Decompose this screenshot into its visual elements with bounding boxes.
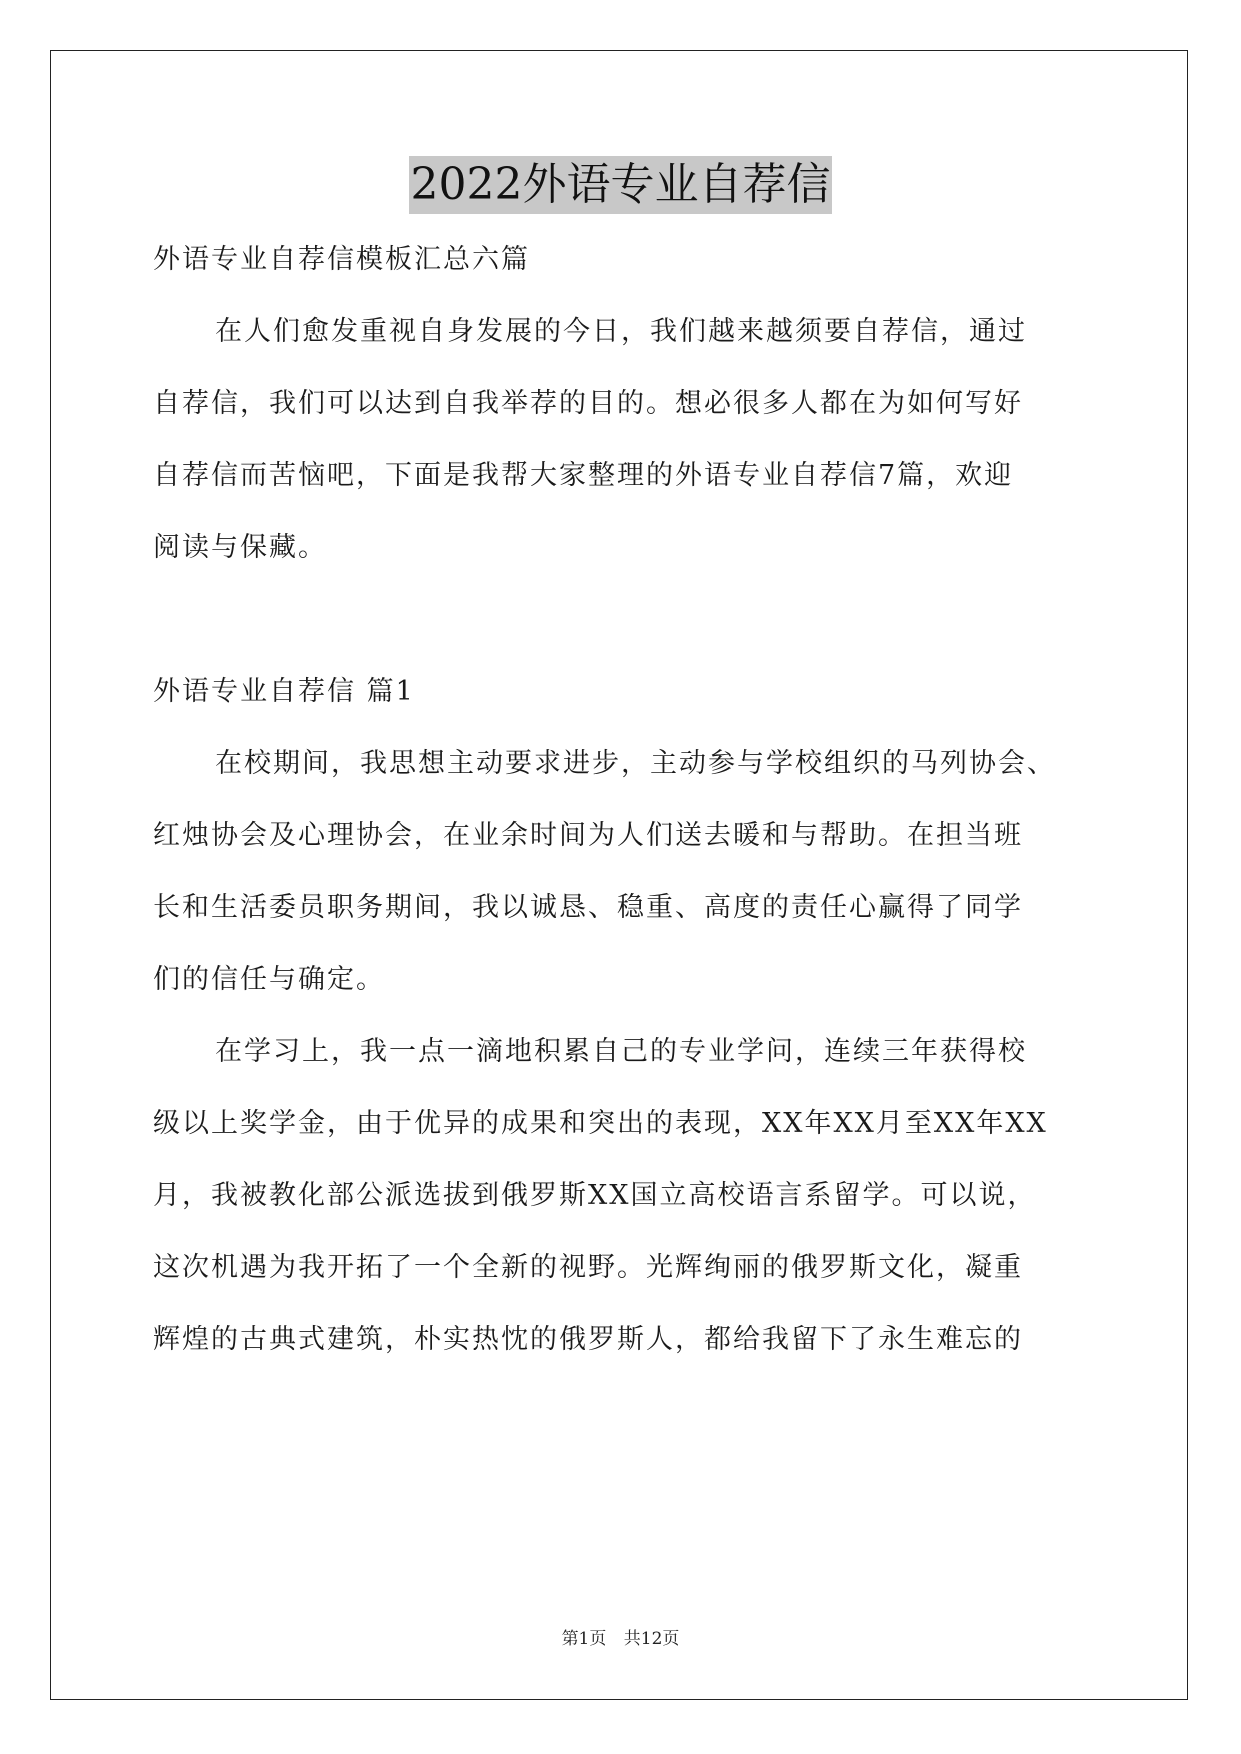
para1-line-3: 长和生活委员职务期间，我以诚恳、稳重、高度的责任心赢得了同学	[153, 892, 1023, 923]
para1-line-4: 们的信任与确定。	[153, 964, 385, 995]
para1-line-1: 在校期间，我思想主动要求进步，主动参与学校组织的马列协会、	[215, 748, 1056, 779]
page-number: 第1页	[561, 1629, 607, 1649]
para2-line-1: 在学习上，我一点一滴地积累自己的专业学问，连续三年获得校	[215, 1036, 1027, 1067]
para1-line-2: 红烛协会及心理协会，在业余时间为人们送去暖和与帮助。在担当班	[153, 820, 1023, 851]
document-title: 2022外语专业自荐信	[409, 156, 833, 214]
para2-line-2: 级以上奖学金，由于优异的成果和突出的表现，XX年XX月至XX年XX	[153, 1108, 1048, 1139]
section-heading: 外语专业自荐信 篇1	[153, 676, 415, 707]
subtitle-line: 外语专业自荐信模板汇总六篇	[153, 244, 530, 275]
intro-line-4: 阅读与保藏。	[153, 532, 327, 563]
intro-line-1: 在人们愈发重视自身发展的今日，我们越来越须要自荐信，通过	[215, 316, 1027, 347]
para2-line-3: 月，我被教化部公派选拔到俄罗斯XX国立高校语言系留学。可以说，	[153, 1180, 1037, 1211]
title-container	[0, 156, 1241, 214]
intro-line-3: 自荐信而苦恼吧，下面是我帮大家整理的外语专业自荐信7篇，欢迎	[153, 460, 1014, 491]
page-footer	[0, 1624, 1241, 1649]
page-border	[50, 50, 1188, 1700]
page-total: 共12页	[623, 1629, 680, 1649]
intro-line-2: 自荐信，我们可以达到自我举荐的目的。想必很多人都在为如何写好	[153, 388, 1023, 419]
para2-line-4: 这次机遇为我开拓了一个全新的视野。光辉绚丽的俄罗斯文化，凝重	[153, 1252, 1023, 1283]
para2-line-5: 辉煌的古典式建筑，朴实热忱的俄罗斯人，都给我留下了永生难忘的	[153, 1324, 1023, 1355]
